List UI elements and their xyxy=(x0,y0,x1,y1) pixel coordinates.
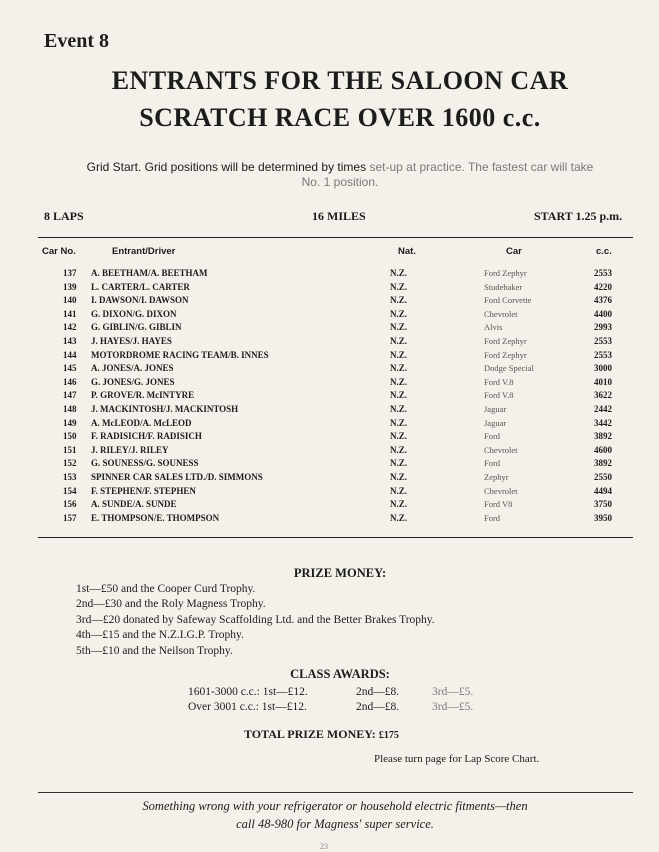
header-cc: c.c. xyxy=(596,246,612,257)
start-time-label: START 1.25 p.m. xyxy=(534,209,623,223)
entrant-name: G. DIXON/G. DIXON xyxy=(91,308,177,319)
car-make: Ford xyxy=(484,431,501,442)
nationality: N.Z. xyxy=(390,363,408,374)
engine-cc: 4494 xyxy=(594,485,612,496)
car-number: 139 xyxy=(63,281,77,292)
car-number: 147 xyxy=(63,390,77,401)
prize-item: 5th—£10 and the Neilson Trophy. xyxy=(76,644,233,657)
entrant-name: A. McLEOD/A. McLEOD xyxy=(91,417,192,428)
car-make: Ford xyxy=(484,512,501,523)
car-number: 148 xyxy=(63,403,77,414)
entrant-name: J. MACKINTOSH/J. MACKINTOSH xyxy=(91,403,239,414)
class-award-seconds xyxy=(356,685,399,716)
table-bottom-rule xyxy=(38,537,633,538)
entrant-name: L. CARTER/L. CARTER xyxy=(91,281,190,292)
entrant-name: A. SUNDE/A. SUNDE xyxy=(91,499,177,510)
car-number: 146 xyxy=(63,376,77,387)
car-make: Ford V.8 xyxy=(484,390,514,401)
car-number: 144 xyxy=(63,349,77,360)
table-row xyxy=(0,350,659,364)
engine-cc: 3750 xyxy=(594,499,612,510)
total-prize-value: £175 xyxy=(378,730,399,741)
engine-cc: 3000 xyxy=(594,363,612,374)
prize-item: 4th—£15 and the N.Z.I.G.P. Trophy. xyxy=(76,629,244,642)
grid-start-note xyxy=(40,160,640,190)
entrant-name: J. RILEY/J. RILEY xyxy=(91,444,169,455)
car-make: Zephyr xyxy=(484,471,509,482)
car-make: Ford Zephyr xyxy=(484,349,527,360)
engine-cc: 3892 xyxy=(594,458,612,469)
car-number: 137 xyxy=(63,268,77,278)
nationality: N.Z. xyxy=(390,308,408,319)
car-number: 149 xyxy=(63,417,77,428)
header-nat: Nat. xyxy=(398,246,416,257)
prize-item: 2nd—£30 and the Roly Magness Trophy. xyxy=(76,598,266,611)
engine-cc: 4010 xyxy=(594,376,612,387)
car-make: Ford Zephyr xyxy=(484,335,527,346)
engine-cc: 3442 xyxy=(594,417,612,428)
engine-cc: 3892 xyxy=(594,431,612,442)
grid-start-note-b: set-up at practice. The fastest car will take xyxy=(369,160,594,174)
nationality: N.Z. xyxy=(390,471,408,482)
entrant-name: G. GIBLIN/G. GIBLIN xyxy=(91,322,182,333)
engine-cc: 4220 xyxy=(594,281,612,292)
advert-line-2: call 48-980 for Magness' super service. xyxy=(236,817,434,831)
table-row xyxy=(0,472,659,486)
car-make: Ford V.8 xyxy=(484,376,514,387)
engine-cc: 2553 xyxy=(594,335,612,346)
table-row xyxy=(0,404,659,418)
car-number: 145 xyxy=(63,363,77,374)
entrant-name: F. STEPHEN/F. STEPHEN xyxy=(91,485,196,496)
class-award-range: Over 3001 c.c.: 1st—£12. xyxy=(188,701,307,714)
entrant-name: P. GROVE/R. McINTYRE xyxy=(91,390,195,401)
laps-label: 8 LAPS xyxy=(44,209,84,223)
entrant-name: J. HAYES/J. HAYES xyxy=(91,335,172,346)
nationality: N.Z. xyxy=(390,403,408,414)
engine-cc: 3950 xyxy=(594,512,612,523)
entrant-name: A. JONES/A. JONES xyxy=(91,363,174,374)
entrant-name: E. THOMPSON/E. THOMPSON xyxy=(91,512,220,523)
engine-cc: 2550 xyxy=(594,471,612,482)
nationality: N.Z. xyxy=(390,499,408,510)
nationality: N.Z. xyxy=(390,335,408,346)
header-car-no: Car No. xyxy=(42,246,76,257)
table-row xyxy=(0,268,659,282)
table-row xyxy=(0,499,659,513)
car-number: 154 xyxy=(63,485,77,496)
engine-cc: 4600 xyxy=(594,444,612,455)
table-row xyxy=(0,309,659,323)
prize-money-heading: PRIZE MONEY: xyxy=(293,566,387,580)
table-row xyxy=(0,377,659,391)
car-make: Jaguar xyxy=(484,403,507,414)
event-number: Event 8 xyxy=(44,30,109,52)
car-make: Chevrolet xyxy=(484,308,518,319)
car-make: Ford Corvette xyxy=(484,295,532,306)
page-number: 23 xyxy=(320,842,328,851)
class-award-third: 3rd—£5. xyxy=(432,686,474,698)
nationality: N.Z. xyxy=(390,322,408,333)
entrant-name: A. BEETHAM/A. BEETHAM xyxy=(91,268,208,278)
table-row xyxy=(0,336,659,350)
engine-cc: 4400 xyxy=(594,308,612,319)
turn-page-note: Please turn page for Lap Score Chart. xyxy=(374,753,540,765)
table-row xyxy=(0,390,659,404)
table-row xyxy=(0,486,659,500)
total-prize-label: TOTAL PRIZE MONEY: xyxy=(244,727,376,741)
table-top-rule xyxy=(38,237,633,238)
engine-cc: 2993 xyxy=(594,322,612,333)
class-award-third: 3rd—£5. xyxy=(432,701,474,714)
car-make: Ford xyxy=(484,458,501,469)
table-row xyxy=(0,322,659,336)
class-awards-heading: CLASS AWARDS: xyxy=(290,667,390,681)
engine-cc: 3622 xyxy=(594,390,612,401)
class-award-second: 2nd—£8. xyxy=(356,686,400,698)
car-number: 150 xyxy=(63,431,77,442)
nationality: N.Z. xyxy=(390,431,408,442)
class-award-ranges xyxy=(188,685,308,716)
total-prize-money xyxy=(244,727,399,742)
nationality: N.Z. xyxy=(390,390,408,401)
table-row xyxy=(0,418,659,432)
car-make: Chevrolet xyxy=(484,485,518,496)
prize-item: 3rd—£20 donated by Safeway Scaffolding Ltd. and the Better Brakes Trophy. xyxy=(76,613,435,626)
entrant-name: SPINNER CAR SALES LTD./D. SIMMONS xyxy=(91,471,263,482)
car-number: 151 xyxy=(63,444,77,455)
nationality: N.Z. xyxy=(390,512,408,523)
car-make: Studebaker xyxy=(484,281,523,292)
nationality: N.Z. xyxy=(390,458,408,469)
car-make: Ford Zephyr xyxy=(484,268,527,278)
entrant-name: MOTORDROME RACING TEAM/B. INNES xyxy=(91,349,269,360)
header-entrant: Entrant/Driver xyxy=(112,246,176,257)
table-row xyxy=(0,458,659,472)
car-make: Chevrolet xyxy=(484,444,518,455)
nationality: N.Z. xyxy=(390,376,408,387)
car-number: 143 xyxy=(63,335,77,346)
engine-cc: 2553 xyxy=(594,268,612,278)
page-title-line-2: SCRATCH RACE OVER 1600 c.c. xyxy=(139,103,541,132)
entrant-name: G. JONES/G. JONES xyxy=(91,376,175,387)
table-row xyxy=(0,513,659,527)
nationality: N.Z. xyxy=(390,485,408,496)
engine-cc: 2553 xyxy=(594,349,612,360)
car-make: Ford V8 xyxy=(484,499,513,510)
grid-start-note-c: No. 1 position. xyxy=(301,175,379,189)
entrants-table xyxy=(0,268,659,526)
car-number: 141 xyxy=(63,308,77,319)
entrant-name: G. SOUNESS/G. SOUNESS xyxy=(91,458,199,469)
car-number: 153 xyxy=(63,471,77,482)
advert-footer xyxy=(40,797,630,833)
nationality: N.Z. xyxy=(390,268,408,278)
table-row xyxy=(0,295,659,309)
class-award-thirds xyxy=(432,685,473,716)
nationality: N.Z. xyxy=(390,281,408,292)
engine-cc: 4376 xyxy=(594,295,612,306)
car-make: Alvis xyxy=(484,322,503,333)
prize-list xyxy=(76,582,435,659)
table-row xyxy=(0,363,659,377)
car-number: 157 xyxy=(63,512,77,523)
engine-cc: 2442 xyxy=(594,403,612,414)
entrant-name: F. RADISICH/F. RADISICH xyxy=(91,431,202,442)
car-number: 140 xyxy=(63,295,77,306)
car-make: Jaguar xyxy=(484,417,507,428)
car-make: Dodge Special xyxy=(484,363,534,374)
nationality: N.Z. xyxy=(390,295,408,306)
table-row xyxy=(0,282,659,296)
nationality: N.Z. xyxy=(390,444,408,455)
car-number: 152 xyxy=(63,458,77,469)
page-title-line-1: ENTRANTS FOR THE SALOON CAR xyxy=(111,66,569,95)
car-number: 142 xyxy=(63,322,77,333)
table-row xyxy=(0,445,659,459)
car-number: 156 xyxy=(63,499,77,510)
prize-item: 1st—£50 and the Cooper Curd Trophy. xyxy=(76,583,256,595)
miles-label: 16 MILES xyxy=(312,209,366,223)
class-award-second: 2nd—£8. xyxy=(356,701,400,714)
table-row xyxy=(0,431,659,445)
header-car: Car xyxy=(506,246,522,257)
grid-start-note-a: Grid Start. Grid positions will be determined by times xyxy=(86,160,367,174)
nationality: N.Z. xyxy=(390,349,408,360)
advert-line-1: Something wrong with your refrigerator or household electric fitments—then xyxy=(142,799,528,813)
entrant-name: I. DAWSON/I. DAWSON xyxy=(91,295,189,306)
footer-rule xyxy=(38,792,633,793)
class-award-range: 1601-3000 c.c.: 1st—£12. xyxy=(188,686,308,698)
nationality: N.Z. xyxy=(390,417,408,428)
